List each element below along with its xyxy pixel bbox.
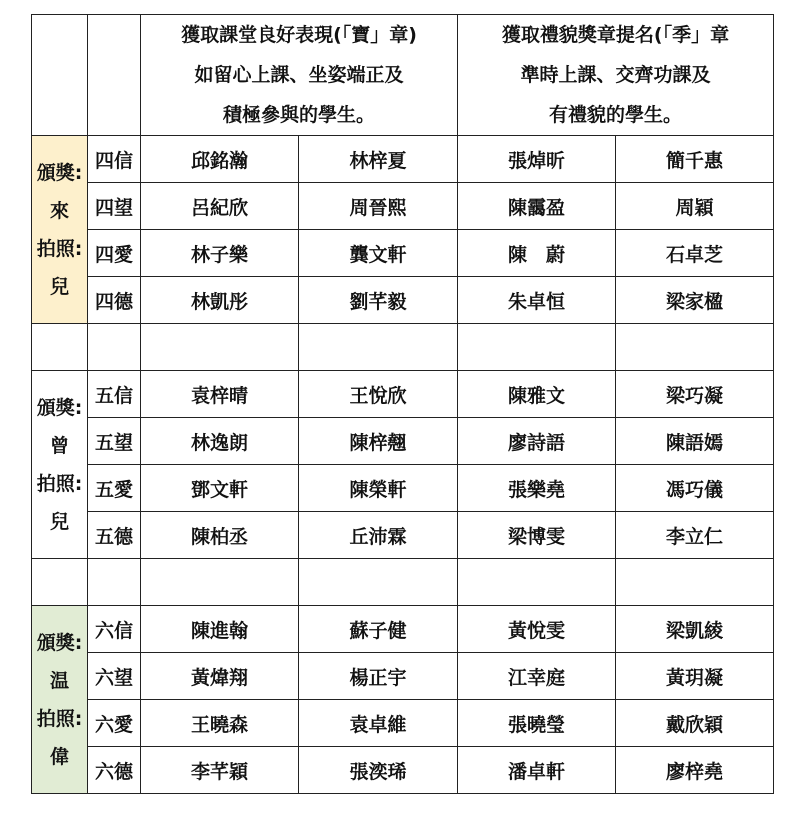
student-name: 邱銘瀚 — [141, 136, 299, 183]
student-name: 袁梓晴 — [141, 371, 299, 418]
table-row — [32, 653, 774, 700]
student-name: 江幸庭 — [458, 653, 616, 700]
student-name: 李芊穎 — [141, 747, 299, 794]
student-name: 陳進翰 — [141, 606, 299, 653]
student-name: 張焯昕 — [458, 136, 616, 183]
student-name: 呂紀欣 — [141, 183, 299, 230]
student-name: 梁凱綾 — [616, 606, 774, 653]
student-name: 石卓芝 — [616, 230, 774, 277]
class-label: 六愛 — [88, 700, 141, 747]
student-name: 張曉瑩 — [458, 700, 616, 747]
student-name: 丘沛霖 — [299, 512, 458, 559]
student-name: 楊正宇 — [299, 653, 458, 700]
band-line: 頒獎: — [36, 396, 83, 419]
band-line: 拍照: — [36, 472, 83, 495]
student-name: 陳柏丞 — [141, 512, 299, 559]
header-line: 有禮貌的學生。 — [548, 104, 682, 126]
class-label: 四愛 — [88, 230, 141, 277]
table-row — [32, 418, 774, 465]
band-line: 頒獎: — [36, 161, 83, 184]
table-row — [32, 277, 774, 324]
corner-cell — [32, 15, 88, 136]
student-name: 簡千惠 — [616, 136, 774, 183]
header-row — [32, 15, 774, 136]
student-name: 陳語嫣 — [616, 418, 774, 465]
class-label: 六望 — [88, 653, 141, 700]
student-name: 王悅欣 — [299, 371, 458, 418]
student-name: 李立仁 — [616, 512, 774, 559]
band-line: 兒 — [49, 275, 69, 298]
presenter-band — [32, 606, 88, 794]
table-row — [32, 512, 774, 559]
header-line: 獲取課堂良好表現(「寶」章) — [181, 24, 417, 46]
band-line: 來 — [49, 199, 69, 222]
student-name: 梁家楹 — [616, 277, 774, 324]
student-name: 張樂堯 — [458, 465, 616, 512]
table-row — [32, 230, 774, 277]
class-label: 四德 — [88, 277, 141, 324]
class-label: 四信 — [88, 136, 141, 183]
student-name: 潘卓軒 — [458, 747, 616, 794]
student-name: 周晉熙 — [299, 183, 458, 230]
student-name: 林子樂 — [141, 230, 299, 277]
student-name: 王曉森 — [141, 700, 299, 747]
student-name: 梁巧凝 — [616, 371, 774, 418]
student-name: 龔文軒 — [299, 230, 458, 277]
spacer-row — [32, 559, 774, 606]
corner-cell-2 — [88, 15, 141, 136]
table-row — [32, 700, 774, 747]
class-label: 五望 — [88, 418, 141, 465]
header-line: 如留心上課、坐姿端正及 — [194, 64, 404, 86]
student-name: 朱卓恒 — [458, 277, 616, 324]
presenter-band — [32, 136, 88, 324]
table-row — [32, 371, 774, 418]
class-label: 五信 — [88, 371, 141, 418]
class-label: 六信 — [88, 606, 141, 653]
student-name: 陳靄盈 — [458, 183, 616, 230]
band-line: 拍照: — [36, 237, 83, 260]
band-line: 拍照: — [36, 707, 83, 730]
award-table — [31, 14, 774, 794]
student-name: 鄧文軒 — [141, 465, 299, 512]
band-line: 偉 — [49, 745, 69, 768]
band-line: 曾 — [49, 434, 69, 457]
student-name: 周穎 — [616, 183, 774, 230]
student-name: 林凱彤 — [141, 277, 299, 324]
student-name: 袁卓維 — [299, 700, 458, 747]
student-name: 陳雅文 — [458, 371, 616, 418]
table-row — [32, 747, 774, 794]
student-name: 蘇子健 — [299, 606, 458, 653]
student-name: 陳榮軒 — [299, 465, 458, 512]
student-name: 黃煒翔 — [141, 653, 299, 700]
courtesy-award-header — [458, 15, 774, 136]
presenter-band — [32, 371, 88, 559]
table-row — [32, 465, 774, 512]
student-name: 戴欣穎 — [616, 700, 774, 747]
header-line: 獲取禮貌獎章提名(「季」章 — [501, 24, 730, 46]
student-name: 林逸朗 — [141, 418, 299, 465]
class-label: 四望 — [88, 183, 141, 230]
student-name: 廖梓堯 — [616, 747, 774, 794]
student-name: 梁博雯 — [458, 512, 616, 559]
student-name: 廖詩語 — [458, 418, 616, 465]
student-name: 黃玥凝 — [616, 653, 774, 700]
table-row — [32, 183, 774, 230]
spacer-row — [32, 324, 774, 371]
student-name: 林梓夏 — [299, 136, 458, 183]
band-line: 兒 — [49, 510, 69, 533]
student-name: 張湙琋 — [299, 747, 458, 794]
table-row — [32, 136, 774, 183]
band-line: 温 — [49, 669, 69, 692]
class-label: 五愛 — [88, 465, 141, 512]
header-line: 準時上課、交齊功課及 — [520, 64, 711, 86]
student-name: 馮巧儀 — [616, 465, 774, 512]
header-line: 積極參與的學生。 — [222, 104, 375, 126]
student-name: 劉芊毅 — [299, 277, 458, 324]
class-label: 五德 — [88, 512, 141, 559]
band-line: 頒獎: — [36, 631, 83, 654]
student-name: 黃悅雯 — [458, 606, 616, 653]
student-name: 陳梓翹 — [299, 418, 458, 465]
student-name: 陳 蔚 — [458, 230, 616, 277]
good-performance-header — [141, 15, 458, 136]
class-label: 六德 — [88, 747, 141, 794]
table-row — [32, 606, 774, 653]
